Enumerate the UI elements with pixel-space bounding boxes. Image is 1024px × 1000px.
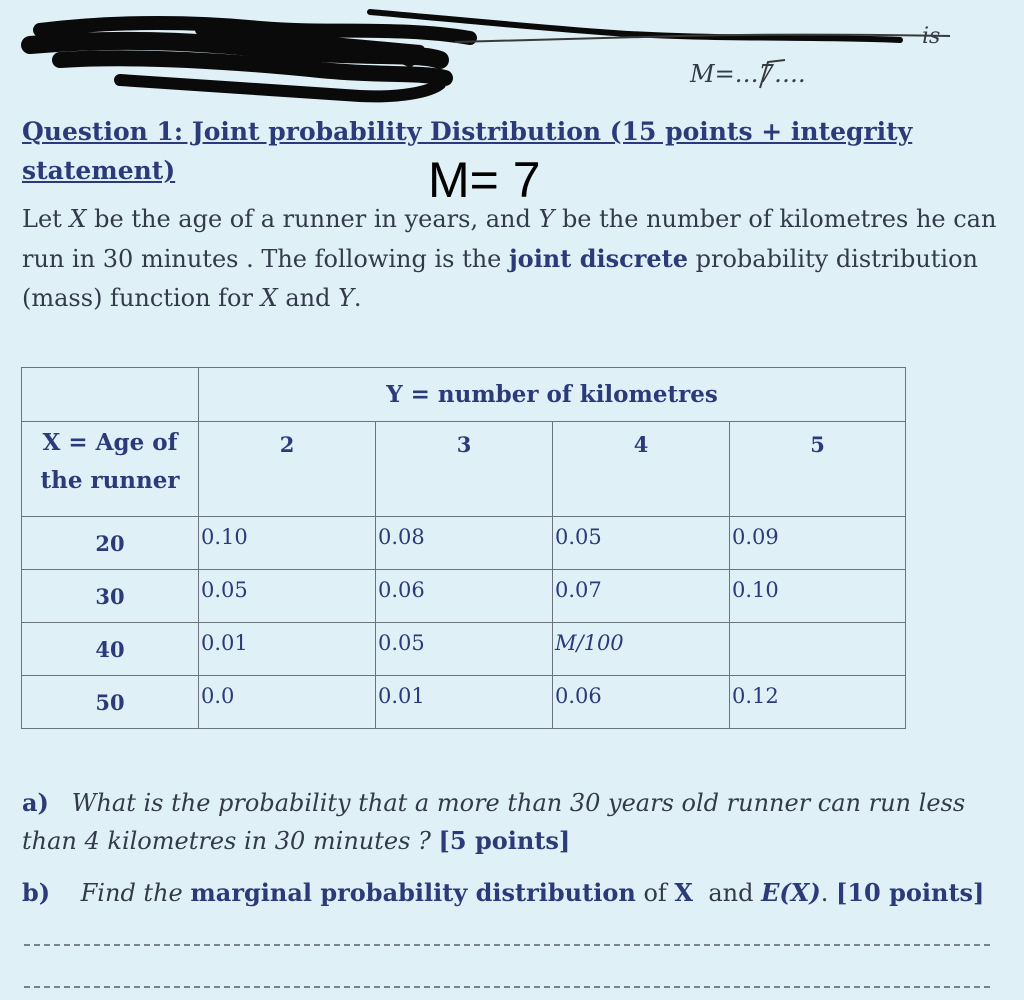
part-a-label: a)	[22, 788, 49, 817]
y-value-header: 4	[553, 422, 730, 517]
table-row	[22, 517, 906, 570]
x-value-cell: 50	[22, 676, 199, 729]
probability-cell: 0.07	[553, 570, 730, 623]
probability-cell: 0.10	[199, 517, 376, 570]
probability-cell: 0.0	[199, 676, 376, 729]
y-value-header: 3	[376, 422, 553, 517]
m-blank-field: M=…7….	[690, 60, 806, 88]
m-value-annotation: M= 7	[428, 152, 541, 208]
probability-cell: 0.05	[553, 517, 730, 570]
probability-cell: 0.05	[199, 570, 376, 623]
x-value-cell: 40	[22, 623, 199, 676]
part-b-text: of	[643, 879, 667, 907]
intro-text: be the age of a runner in years, and	[86, 205, 539, 233]
part-b-points: [10 points]	[835, 878, 985, 907]
var-x: X	[260, 284, 278, 312]
part-b-text: Find the	[80, 879, 183, 907]
y-value-header: 5	[730, 422, 906, 517]
var-x: X	[69, 205, 87, 233]
intro-text: be the number of kilometres he can run in 30 minutes . The following is the	[22, 205, 997, 273]
var-y: Y	[338, 284, 354, 312]
part-b: b) Find the marginal probability distribution of X and E(X). [10 points]	[22, 878, 985, 907]
x-header-line2: the runner	[40, 467, 180, 494]
part-b-var: X	[674, 878, 694, 907]
probability-cell: 0.10	[730, 570, 906, 623]
x-header-line1: X = Age of	[42, 429, 178, 456]
joint-distribution-table	[21, 367, 906, 729]
table-row	[22, 676, 906, 729]
instruction-tail: is	[922, 24, 941, 49]
part-a	[22, 784, 1002, 860]
part-b-label: b)	[22, 878, 51, 907]
y-axis-header: Y = number of kilometres	[199, 368, 906, 422]
redaction-scribble	[0, 0, 1024, 110]
probability-cell: 0.06	[553, 676, 730, 729]
x-value-cell: 30	[22, 570, 199, 623]
intro-text: probability distribution (mass) function for	[22, 245, 979, 312]
intro-text: .	[353, 284, 362, 312]
question-title: Question 1: Joint probability Distribution (15 points + integrity statement)	[22, 117, 913, 185]
probability-cell: 0.05	[376, 623, 553, 676]
table-row	[22, 623, 906, 676]
part-a-points: [5 points]	[438, 826, 571, 855]
table-row	[22, 570, 906, 623]
probability-cell: 0.01	[199, 623, 376, 676]
part-b-text: and	[708, 879, 754, 907]
probability-cell: 0.08	[376, 517, 553, 570]
probability-cell: M/100	[553, 623, 730, 676]
intro-paragraph	[22, 200, 1002, 318]
probability-cell	[730, 623, 906, 676]
part-b-expectation: E(X)	[761, 878, 821, 907]
answer-line	[24, 944, 990, 946]
y-value-header: 2	[199, 422, 376, 517]
part-b-bold: marginal probability distribution	[190, 878, 636, 907]
var-y: Y	[538, 205, 555, 233]
answer-line	[24, 986, 990, 988]
intro-text: and	[277, 284, 339, 312]
intro-bold: joint discrete	[509, 244, 688, 273]
probability-cell: 0.12	[730, 676, 906, 729]
probability-cell: 0.06	[376, 570, 553, 623]
part-a-text: What is the probability that a more than 30 years old runner can run less than 4 kilometres in 30 minutes ?	[22, 789, 966, 855]
empty-corner-cell	[22, 368, 199, 422]
probability-cell: 0.09	[730, 517, 906, 570]
x-axis-header	[22, 422, 199, 517]
probability-cell: 0.01	[376, 676, 553, 729]
intro-text: Let	[22, 205, 70, 233]
x-value-cell: 20	[22, 517, 199, 570]
